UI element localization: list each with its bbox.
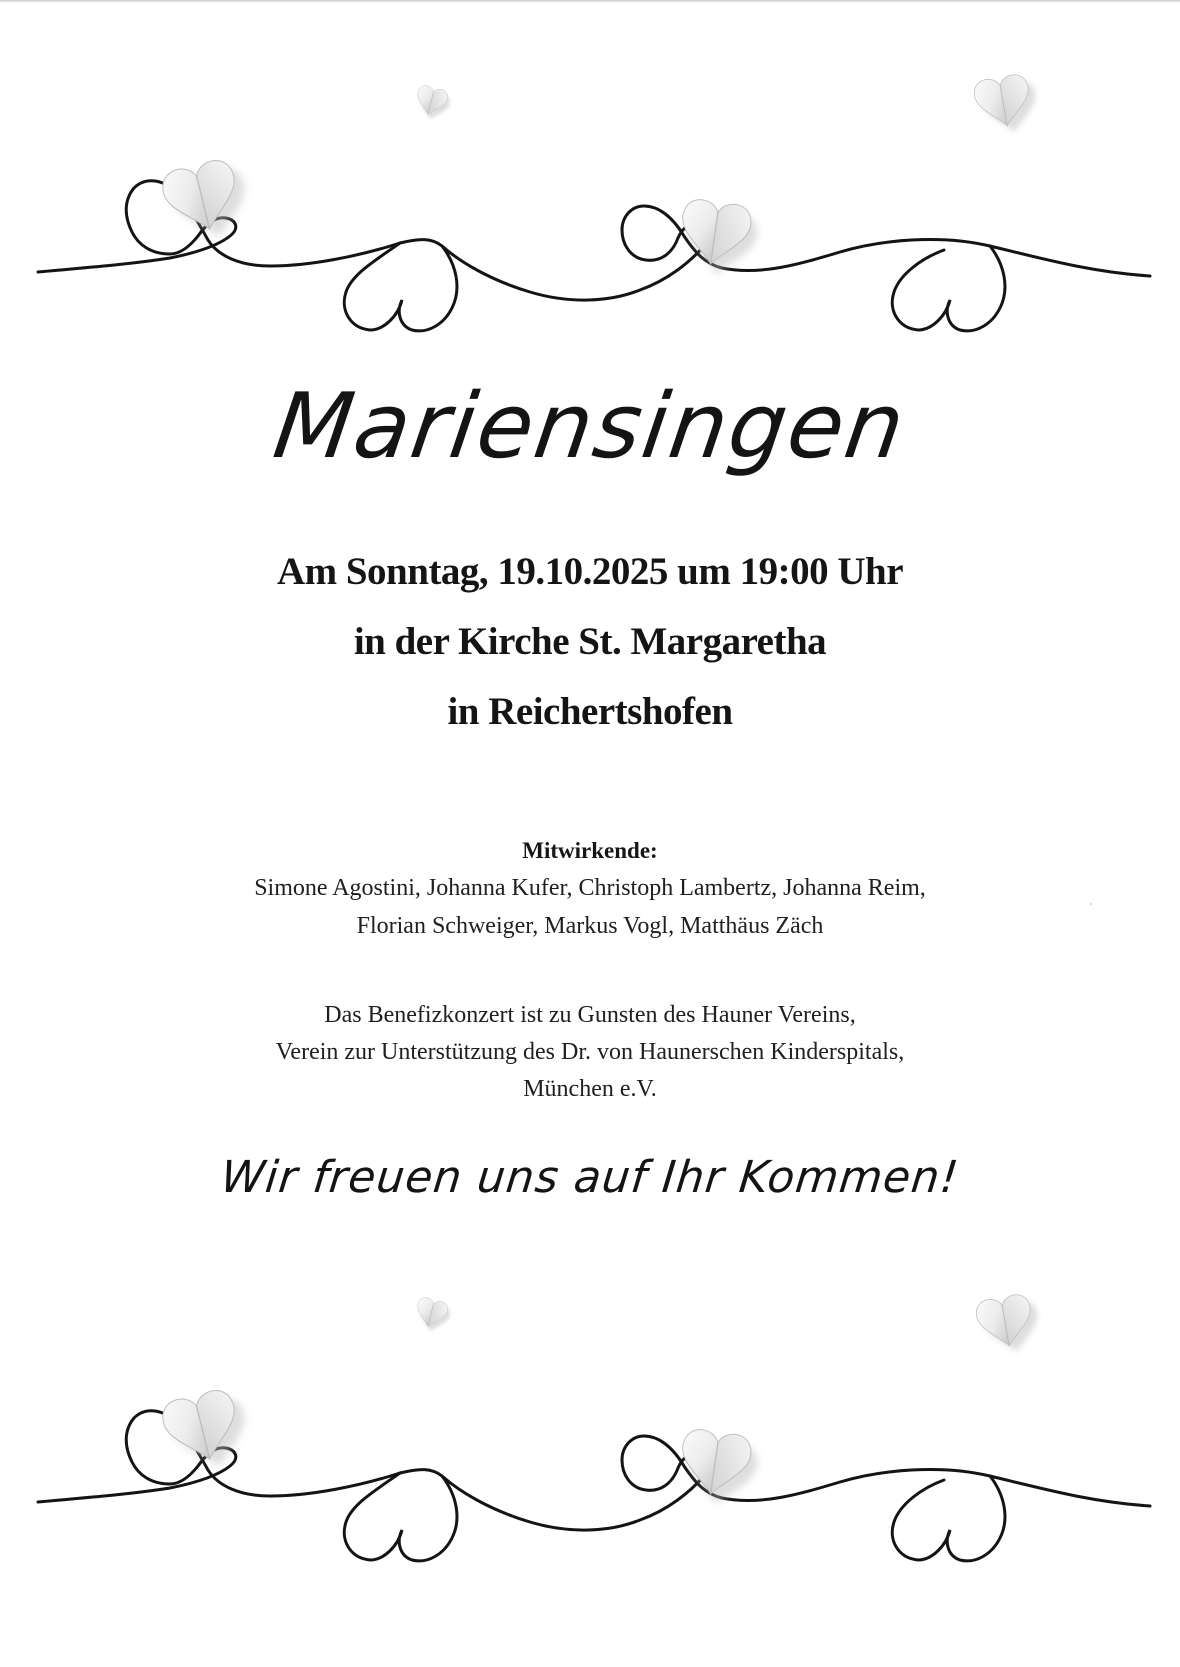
scan-speck [1090, 903, 1092, 905]
event-church: in der Kirche St. Margaretha [353, 620, 827, 663]
event-date-time: Am Sonntag, 19.10.2025 um 19:00 Uhr [276, 550, 904, 593]
benefit-line-3: München e.V. [523, 1076, 657, 1102]
line-heart-left [344, 243, 457, 331]
paper-heart-large-left [159, 1385, 255, 1478]
event-town: in Reichertshofen [447, 690, 733, 733]
paper-heart-large-left [159, 155, 255, 248]
participants-section [0, 833, 1180, 945]
paper-heart-small-top [412, 1296, 452, 1335]
benefit-section [0, 997, 1180, 1108]
page-title: Mariensingen [267, 374, 913, 479]
participants-heading: Mitwirkende: [522, 838, 658, 863]
bottom-ornament [0, 1270, 1180, 1590]
paper-heart-center [675, 197, 760, 278]
benefit-line-1: Das Benefizkonzert ist zu Gunsten des Hauner Vereins, [324, 1002, 856, 1028]
top-ornament [0, 40, 1180, 360]
paper-heart-top-right [972, 72, 1041, 138]
line-heart-right [892, 246, 1005, 331]
participants-line-2: Florian Schweiger, Markus Vogl, Matthäus Zäch [356, 913, 824, 939]
paper-heart-center [675, 1427, 760, 1508]
line-heart-left [344, 1473, 457, 1561]
closing-greeting: Wir freuen uns auf Ihr Kommen! [218, 1152, 962, 1203]
benefit-line-2: Verein zur Unterstützung des Dr. von Haunerschen Kinderspitals, [275, 1039, 905, 1065]
participants-line-1: Simone Agostini, Johanna Kufer, Christoph Lambertz, Johanna Reim, [254, 875, 926, 901]
event-details [0, 537, 1180, 747]
scan-edge [0, 0, 1180, 3]
paper-heart-top-right [974, 1292, 1043, 1358]
line-heart-right [892, 1476, 1005, 1561]
paper-heart-small-top [412, 84, 452, 123]
